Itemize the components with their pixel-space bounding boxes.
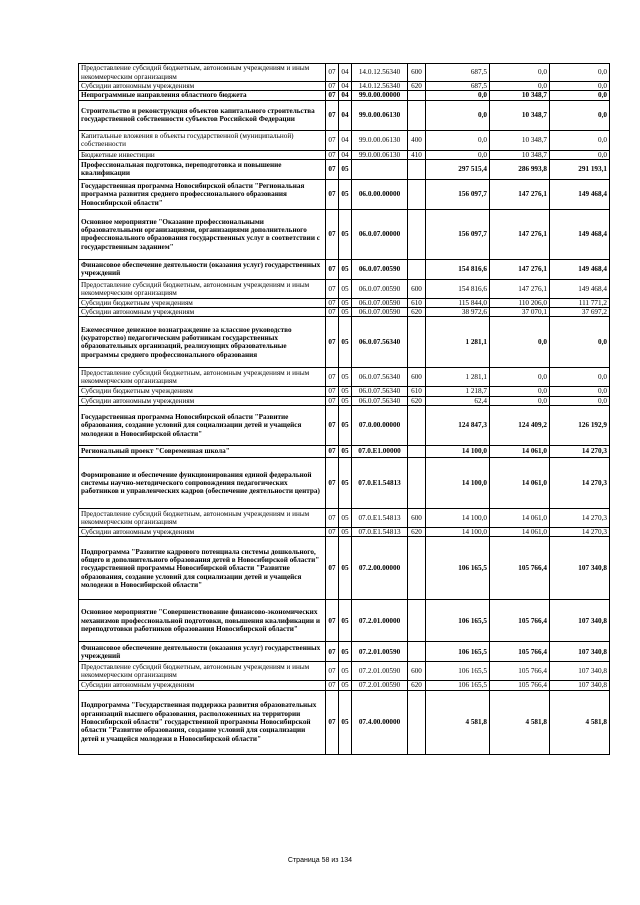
row-amount-year1: 0,0 (426, 150, 490, 159)
row-name: Субсидии бюджетным учреждениям (79, 298, 326, 307)
row-target-article (352, 159, 408, 179)
row-expense-type (408, 446, 426, 458)
table-row (79, 279, 610, 298)
row-amount-year2: 0,0 (490, 368, 550, 387)
row-subsection: 04 (339, 82, 352, 91)
row-expense-type: 600 (408, 368, 426, 387)
row-name: Предоставление субсидий бюджетным, автономным учреждениям и иным некоммерческим организациям (79, 662, 326, 681)
row-amount-year3: 0,0 (550, 387, 610, 396)
row-target-article: 06.0.07.00590 (352, 279, 408, 298)
row-section: 07 (326, 82, 339, 91)
row-amount-year3: 149 468,4 (550, 259, 610, 279)
table-row (79, 317, 610, 368)
row-target-article: 99.0.00.06130 (352, 130, 408, 150)
table-row (79, 446, 610, 458)
row-name: Предоставление субсидий бюджетным, автономным учреждениям и иным некоммерческим организациям (79, 279, 326, 298)
row-amount-year1: 124 847,3 (426, 406, 490, 446)
row-amount-year1: 106 165,5 (426, 662, 490, 681)
row-section: 07 (326, 458, 339, 509)
row-amount-year2: 0,0 (490, 387, 550, 396)
row-target-article: 06.0.07.56340 (352, 396, 408, 405)
row-amount-year2: 10 348,7 (490, 91, 550, 100)
table-row (79, 308, 610, 317)
row-subsection: 05 (339, 458, 352, 509)
row-amount-year3: 0,0 (550, 64, 610, 82)
row-amount-year3: 291 193,1 (550, 159, 610, 179)
row-expense-type: 620 (408, 528, 426, 537)
table-row (79, 600, 610, 642)
row-amount-year2: 105 766,4 (490, 600, 550, 642)
table-row (79, 509, 610, 528)
row-target-article: 07.0.E1.54813 (352, 458, 408, 509)
row-section: 07 (326, 317, 339, 368)
row-section: 07 (326, 600, 339, 642)
row-subsection: 05 (339, 528, 352, 537)
row-amount-year2: 10 348,7 (490, 130, 550, 150)
row-subsection: 05 (339, 298, 352, 307)
row-target-article: 06.0.07.56340 (352, 368, 408, 387)
row-section: 07 (326, 406, 339, 446)
table-row (79, 150, 610, 159)
row-expense-type (408, 179, 426, 209)
row-expense-type: 620 (408, 681, 426, 690)
table-row (79, 642, 610, 662)
row-amount-year3: 0,0 (550, 317, 610, 368)
row-amount-year2: 10 348,7 (490, 150, 550, 159)
row-expense-type: 620 (408, 82, 426, 91)
row-amount-year3: 149 468,4 (550, 279, 610, 298)
row-amount-year2: 14 061,0 (490, 528, 550, 537)
row-amount-year3: 107 340,8 (550, 642, 610, 662)
row-amount-year3: 107 340,8 (550, 681, 610, 690)
row-name: Субсидии автономным учреждениям (79, 528, 326, 537)
row-target-article: 07.2.01.00590 (352, 642, 408, 662)
row-subsection: 04 (339, 150, 352, 159)
row-target-article: 06.0.07.00000 (352, 209, 408, 259)
page-number: Страница 58 из 134 (287, 857, 353, 864)
row-amount-year2: 4 581,8 (490, 690, 550, 754)
row-expense-type: 600 (408, 509, 426, 528)
row-subsection: 05 (339, 509, 352, 528)
row-amount-year1: 4 581,8 (426, 690, 490, 754)
row-amount-year1: 106 165,5 (426, 642, 490, 662)
row-name: Субсидии автономным учреждениям (79, 308, 326, 317)
table-row (79, 458, 610, 509)
row-target-article: 06.0.07.00590 (352, 308, 408, 317)
table-row (79, 100, 610, 130)
row-amount-year3: 4 581,8 (550, 690, 610, 754)
row-subsection: 05 (339, 279, 352, 298)
row-target-article: 07.0.E1.54813 (352, 509, 408, 528)
row-section: 07 (326, 642, 339, 662)
row-amount-year1: 687,5 (426, 64, 490, 82)
row-subsection: 05 (339, 209, 352, 259)
row-amount-year1: 14 100,0 (426, 509, 490, 528)
row-subsection: 05 (339, 690, 352, 754)
row-amount-year1: 38 972,6 (426, 308, 490, 317)
row-section: 07 (326, 446, 339, 458)
row-subsection: 05 (339, 159, 352, 179)
row-target-article: 07.2.01.00590 (352, 662, 408, 681)
row-subsection: 05 (339, 662, 352, 681)
row-amount-year1: 62,4 (426, 396, 490, 405)
row-amount-year3: 107 340,8 (550, 537, 610, 600)
row-amount-year3: 0,0 (550, 91, 610, 100)
row-amount-year2: 0,0 (490, 317, 550, 368)
row-target-article: 99.0.00.00000 (352, 91, 408, 100)
table-row (79, 209, 610, 259)
row-subsection: 05 (339, 368, 352, 387)
row-expense-type (408, 100, 426, 130)
row-amount-year1: 1 218,7 (426, 387, 490, 396)
row-amount-year1: 14 100,0 (426, 446, 490, 458)
row-amount-year3: 14 270,3 (550, 458, 610, 509)
row-name: Капитальные вложения в объекты государственной (муниципальной) собственности (79, 130, 326, 150)
row-amount-year1: 106 165,5 (426, 600, 490, 642)
row-amount-year2: 0,0 (490, 396, 550, 405)
table-row (79, 130, 610, 150)
row-subsection: 04 (339, 130, 352, 150)
row-section: 07 (326, 528, 339, 537)
row-name: Субсидии автономным учреждениям (79, 681, 326, 690)
row-amount-year1: 0,0 (426, 130, 490, 150)
table-row (79, 179, 610, 209)
row-amount-year3: 14 270,3 (550, 446, 610, 458)
table-row (79, 259, 610, 279)
row-name: Субсидии автономным учреждениям (79, 82, 326, 91)
row-subsection: 05 (339, 600, 352, 642)
row-amount-year1: 106 165,5 (426, 681, 490, 690)
row-name: Государственная программа Новосибирской области "Региональная программа развития среднего профессионального образования Новосибирской области" (79, 179, 326, 209)
row-target-article: 14.0.12.56340 (352, 64, 408, 82)
row-amount-year2: 286 993,8 (490, 159, 550, 179)
row-expense-type (408, 406, 426, 446)
row-expense-type: 610 (408, 298, 426, 307)
row-subsection: 05 (339, 642, 352, 662)
row-subsection: 04 (339, 64, 352, 82)
row-target-article: 06.0.07.00590 (352, 298, 408, 307)
row-amount-year1: 156 097,7 (426, 209, 490, 259)
row-subsection: 05 (339, 537, 352, 600)
row-expense-type: 400 (408, 130, 426, 150)
table-row (79, 690, 610, 754)
row-subsection: 05 (339, 681, 352, 690)
row-amount-year1: 0,0 (426, 100, 490, 130)
row-amount-year2: 0,0 (490, 64, 550, 82)
row-amount-year2: 105 766,4 (490, 662, 550, 681)
row-expense-type: 620 (408, 396, 426, 405)
row-amount-year1: 115 844,0 (426, 298, 490, 307)
table-row (79, 662, 610, 681)
row-amount-year1: 154 816,6 (426, 279, 490, 298)
row-expense-type (408, 537, 426, 600)
row-amount-year3: 0,0 (550, 100, 610, 130)
row-target-article: 07.0.E1.00000 (352, 446, 408, 458)
row-section: 07 (326, 279, 339, 298)
table-row (79, 537, 610, 600)
row-target-article: 14.0.12.56340 (352, 82, 408, 91)
row-amount-year3: 0,0 (550, 396, 610, 405)
row-expense-type (408, 91, 426, 100)
row-target-article: 06.0.07.56340 (352, 387, 408, 396)
table-row (79, 406, 610, 446)
row-name: Предоставление субсидий бюджетным, автономным учреждениям и иным некоммерческим организациям (79, 509, 326, 528)
row-target-article: 07.0.00.00000 (352, 406, 408, 446)
row-target-article: 07.2.00.00000 (352, 537, 408, 600)
row-amount-year3: 0,0 (550, 150, 610, 159)
row-section: 07 (326, 308, 339, 317)
table-row (79, 64, 610, 82)
row-amount-year2: 14 061,0 (490, 509, 550, 528)
row-amount-year2: 105 766,4 (490, 537, 550, 600)
row-section: 07 (326, 537, 339, 600)
row-amount-year2: 147 276,1 (490, 179, 550, 209)
row-expense-type (408, 317, 426, 368)
row-name: Основное мероприятие "Совершенствование финансово-экономических механизмов профессиональной подготовки, повышения квалификации и переподготовки работников образования Новосибирской области" (79, 600, 326, 642)
budget-page (78, 63, 609, 755)
row-expense-type: 600 (408, 279, 426, 298)
row-name: Непрограммные направления областного бюджета (79, 91, 326, 100)
row-subsection: 05 (339, 396, 352, 405)
table-row (79, 368, 610, 387)
row-amount-year3: 37 697,2 (550, 308, 610, 317)
row-subsection: 05 (339, 317, 352, 368)
row-name: Подпрограмма "Государственная поддержка развития образовательных организаций высшего образования, расположенных на территории Новосибирской области" государственной программы Новосибирской области "Развитие образования, создание условий для социализации детей и учащейся молодежи в Новосибирской области" (79, 690, 326, 754)
row-amount-year1: 687,5 (426, 82, 490, 91)
row-expense-type: 410 (408, 150, 426, 159)
row-expense-type: 610 (408, 387, 426, 396)
row-target-article: 06.0.07.00590 (352, 259, 408, 279)
row-name: Формирование и обеспечение функционирования единой федеральной системы научно-методического сопровождения педагогических работников и управленческих кадров (обеспечение деятельности центра) (79, 458, 326, 509)
row-name: Строительство и реконструкция объектов капитального строительства государственной собственности субъектов Российской Федерации (79, 100, 326, 130)
row-target-article: 07.2.01.00000 (352, 600, 408, 642)
row-name: Подпрограмма "Развитие кадрового потенциала системы дошкольного, общего и дополнительного образования детей в Новосибирской области" государственной программы Новосибирской области "Развитие образования, создание условий для социализации детей и учащейся молодежи в Новосибирской области" (79, 537, 326, 600)
row-amount-year1: 1 281,1 (426, 368, 490, 387)
table-row (79, 298, 610, 307)
row-expense-type (408, 159, 426, 179)
row-name: Предоставление субсидий бюджетным, автономным учреждениям и иным некоммерческим организациям (79, 368, 326, 387)
table-row (79, 159, 610, 179)
row-name: Ежемесячное денежное вознаграждение за классное руководство (кураторство) педагогическим работникам государственных образовательных организаций, реализующих образовательные программы среднего профессионального образования (79, 317, 326, 368)
row-target-article: 07.0.E1.54813 (352, 528, 408, 537)
row-amount-year3: 0,0 (550, 368, 610, 387)
row-subsection: 05 (339, 179, 352, 209)
row-amount-year1: 14 100,0 (426, 458, 490, 509)
row-amount-year3: 107 340,8 (550, 662, 610, 681)
row-section: 07 (326, 368, 339, 387)
row-amount-year2: 0,0 (490, 82, 550, 91)
row-amount-year1: 14 100,0 (426, 528, 490, 537)
table-row (79, 681, 610, 690)
row-section: 07 (326, 298, 339, 307)
row-amount-year3: 149 468,4 (550, 209, 610, 259)
row-amount-year3: 107 340,8 (550, 600, 610, 642)
row-amount-year2: 147 276,1 (490, 259, 550, 279)
row-target-article: 99.0.00.06130 (352, 150, 408, 159)
row-amount-year1: 154 816,6 (426, 259, 490, 279)
table-row (79, 528, 610, 537)
row-subsection: 05 (339, 308, 352, 317)
row-name: Финансовое обеспечение деятельности (оказания услуг) государственных учреждений (79, 259, 326, 279)
row-amount-year2: 147 276,1 (490, 279, 550, 298)
row-name: Субсидии автономным учреждениям (79, 396, 326, 405)
row-amount-year2: 14 061,0 (490, 446, 550, 458)
table-row (79, 91, 610, 100)
row-section: 07 (326, 681, 339, 690)
row-target-article: 07.4.00.00000 (352, 690, 408, 754)
row-expense-type: 620 (408, 308, 426, 317)
row-section: 07 (326, 159, 339, 179)
row-expense-type (408, 690, 426, 754)
row-target-article: 99.0.00.06130 (352, 100, 408, 130)
row-amount-year2: 147 276,1 (490, 209, 550, 259)
row-subsection: 05 (339, 446, 352, 458)
row-section: 07 (326, 209, 339, 259)
row-amount-year1: 297 515,4 (426, 159, 490, 179)
row-expense-type (408, 600, 426, 642)
row-name: Бюджетные инвестиции (79, 150, 326, 159)
row-amount-year1: 0,0 (426, 91, 490, 100)
row-section: 07 (326, 150, 339, 159)
row-amount-year2: 105 766,4 (490, 642, 550, 662)
row-expense-type (408, 259, 426, 279)
row-section: 07 (326, 64, 339, 82)
row-name: Профессиональная подготовка, переподготовка и повышение квалификации (79, 159, 326, 179)
row-subsection: 04 (339, 91, 352, 100)
table-row (79, 387, 610, 396)
row-subsection: 05 (339, 259, 352, 279)
row-section: 07 (326, 259, 339, 279)
row-expense-type (408, 209, 426, 259)
row-expense-type: 600 (408, 662, 426, 681)
row-amount-year3: 0,0 (550, 82, 610, 91)
row-name: Основное мероприятие "Оказание профессиональными образовательными организациями, организациями дополнительного профессионального образования государственных услуг в соответствии с государственным заданием" (79, 209, 326, 259)
row-amount-year3: 111 771,2 (550, 298, 610, 307)
table-row (79, 82, 610, 91)
row-name: Государственная программа Новосибирской области "Развитие образования, создание условий для социализации детей и учащейся молодежи в Новосибирской области" (79, 406, 326, 446)
row-section: 07 (326, 91, 339, 100)
row-target-article: 07.2.01.00590 (352, 681, 408, 690)
row-amount-year3: 14 270,3 (550, 509, 610, 528)
table-row (79, 396, 610, 405)
row-amount-year2: 37 070,1 (490, 308, 550, 317)
row-section: 07 (326, 387, 339, 396)
budget-table (78, 63, 610, 755)
row-amount-year3: 149 468,4 (550, 179, 610, 209)
row-amount-year2: 124 409,2 (490, 406, 550, 446)
row-subsection: 05 (339, 387, 352, 396)
row-amount-year2: 14 061,0 (490, 458, 550, 509)
row-amount-year2: 110 206,0 (490, 298, 550, 307)
row-expense-type: 600 (408, 64, 426, 82)
row-section: 07 (326, 130, 339, 150)
row-amount-year1: 156 097,7 (426, 179, 490, 209)
row-name: Субсидии бюджетным учреждениям (79, 387, 326, 396)
row-expense-type (408, 458, 426, 509)
row-name: Предоставление субсидий бюджетным, автономным учреждениям и иным некоммерческим организациям (79, 64, 326, 82)
row-section: 07 (326, 179, 339, 209)
row-name: Финансовое обеспечение деятельности (оказания услуг) государственных учреждений (79, 642, 326, 662)
row-section: 07 (326, 100, 339, 130)
row-target-article: 06.0.00.00000 (352, 179, 408, 209)
row-amount-year2: 10 348,7 (490, 100, 550, 130)
row-section: 07 (326, 509, 339, 528)
row-amount-year1: 1 281,1 (426, 317, 490, 368)
row-subsection: 05 (339, 406, 352, 446)
row-amount-year3: 126 192,9 (550, 406, 610, 446)
row-amount-year2: 105 766,4 (490, 681, 550, 690)
row-amount-year3: 14 270,3 (550, 528, 610, 537)
row-section: 07 (326, 662, 339, 681)
row-expense-type (408, 642, 426, 662)
row-target-article: 06.0.07.56340 (352, 317, 408, 368)
row-name: Региональный проект "Современная школа" (79, 446, 326, 458)
row-section: 07 (326, 690, 339, 754)
row-amount-year3: 0,0 (550, 130, 610, 150)
row-subsection: 04 (339, 100, 352, 130)
row-amount-year1: 106 165,5 (426, 537, 490, 600)
row-section: 07 (326, 396, 339, 405)
